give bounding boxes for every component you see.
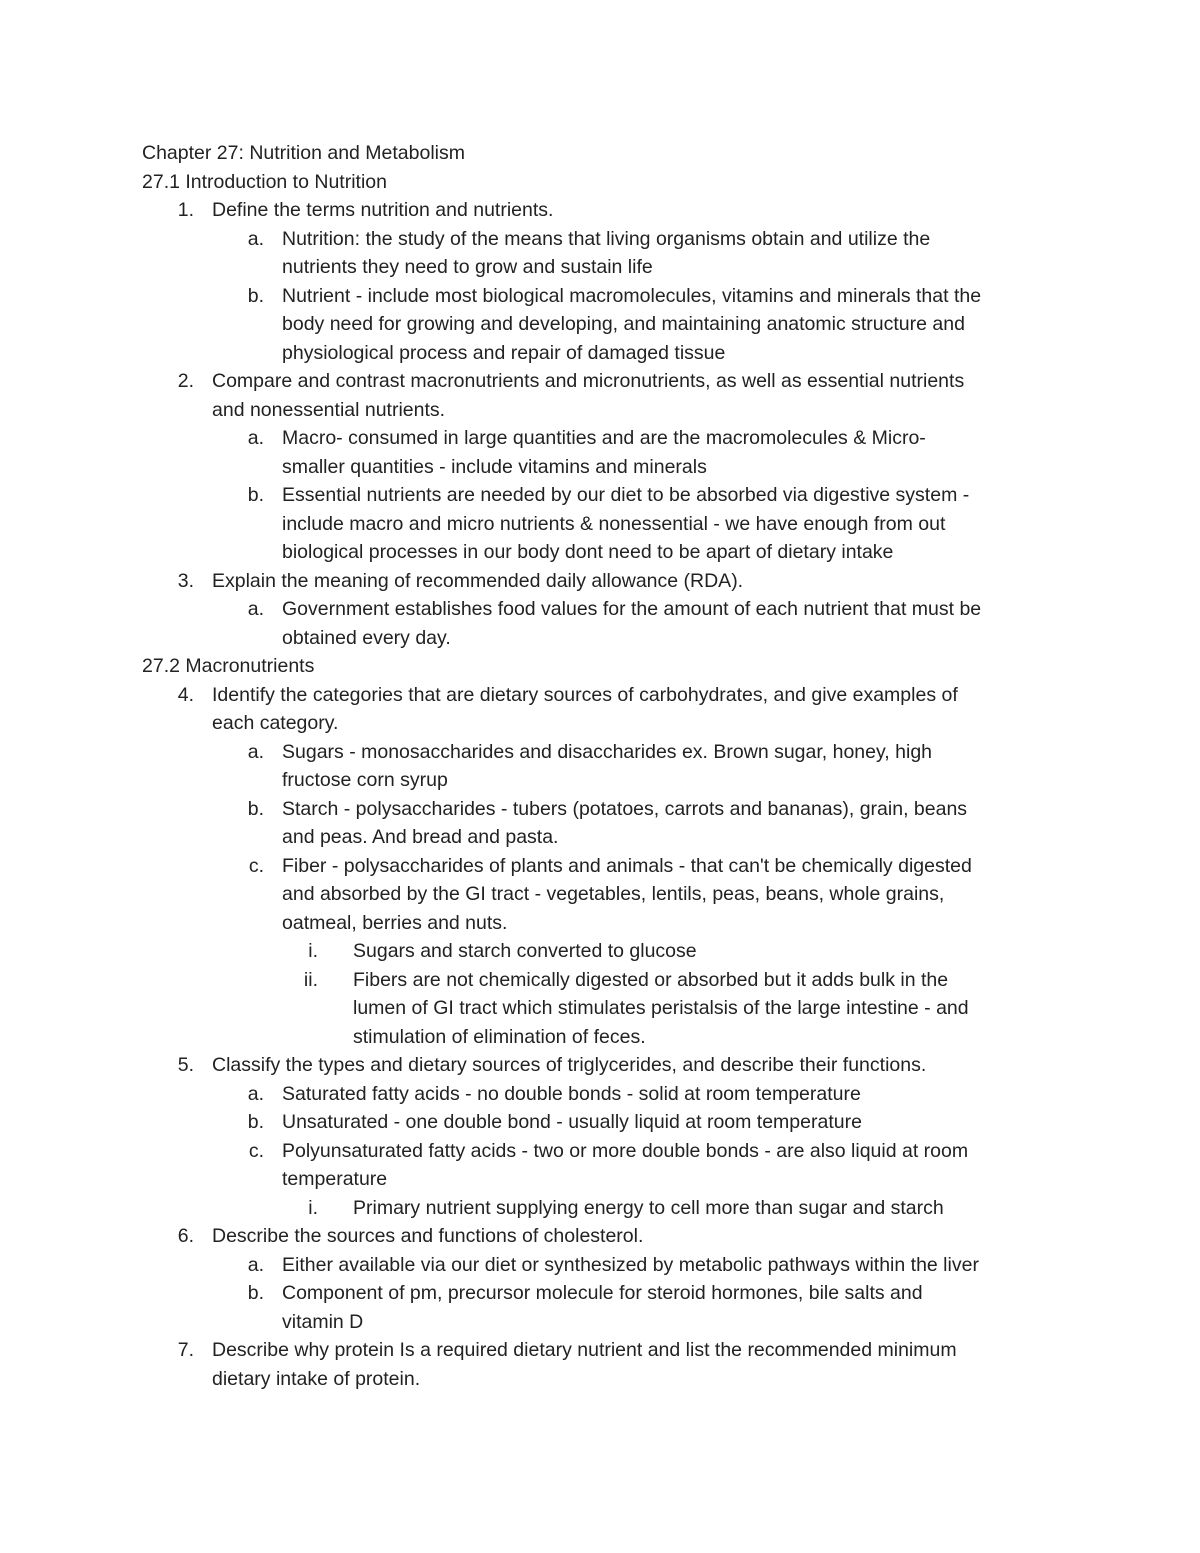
subitem-line: Either available via our diet or synthesized by metabolic pathways within the liver	[282, 1253, 979, 1276]
subitem-text	[142, 538, 1072, 567]
subitem-marker: b.	[247, 484, 264, 506]
subitem-text	[142, 1108, 1072, 1137]
subitem-text	[142, 481, 1072, 510]
item-text	[142, 1336, 1072, 1365]
subitem-marker: a.	[247, 598, 264, 620]
section-heading: 27.2 Macronutrients	[142, 655, 315, 677]
subitem-line: temperature	[282, 1168, 388, 1190]
subitem-text	[142, 424, 1072, 453]
subitem-line: fructose corn syrup	[282, 769, 448, 791]
subitem-text	[142, 253, 1072, 282]
subitem-line: Macro- consumed in large quantities and are the macromolecules & Micro-	[282, 427, 926, 449]
section-heading: 27.1 Introduction to Nutrition	[142, 170, 387, 193]
item-text	[142, 1051, 1072, 1080]
subsubitem-marker: i.	[308, 1196, 318, 1219]
item-line: dietary intake of protein.	[212, 1367, 421, 1390]
subitem-text	[142, 1251, 1072, 1280]
subitem-text	[142, 1137, 1072, 1166]
subsubitem-text	[142, 937, 1072, 966]
subsubitem-line: Sugars and starch converted to glucose	[353, 940, 697, 962]
subsubitem-line: Primary nutrient supplying energy to cell more than sugar and starch	[353, 1196, 944, 1219]
document-title: Chapter 27: Nutrition and Metabolism	[142, 142, 465, 164]
subitem-text	[142, 738, 1072, 767]
subitem-line: Fiber - polysaccharides of plants and animals - that can't be chemically digested	[282, 854, 972, 877]
document-body	[142, 139, 1072, 1393]
subitem-marker: b.	[247, 1111, 264, 1133]
subitem-text	[142, 852, 1072, 881]
subitem-text	[142, 1308, 1072, 1337]
subitem-line: Sugars - monosaccharides and disaccharides ex. Brown sugar, honey, high	[282, 740, 933, 763]
subitem-line: Essential nutrients are needed by our diet to be absorbed via digestive system -	[282, 484, 970, 506]
subsubitem-text	[142, 1023, 1072, 1052]
subsubitem-line: Fibers are not chemically digested or absorbed but it adds bulk in the	[353, 968, 949, 991]
subitem-text	[142, 1080, 1072, 1109]
subitem-marker: a.	[247, 227, 264, 250]
subitem-line: and peas. And bread and pasta.	[282, 826, 559, 848]
subitem-line: nutrients they need to grow and sustain life	[282, 256, 653, 278]
item-line: Identify the categories that are dietary sources of carbohydrates, and give examples of	[212, 683, 958, 706]
item-text	[142, 1365, 1072, 1394]
item-marker: 4.	[177, 683, 194, 706]
subitem-marker: b.	[247, 797, 264, 820]
item-text	[142, 396, 1072, 425]
subitem-line: vitamin D	[282, 1310, 364, 1333]
subitem-line: obtained every day.	[282, 626, 451, 649]
subitem-line: Unsaturated - one double bond - usually liquid at room temperature	[282, 1111, 862, 1133]
subitem-text	[142, 795, 1072, 824]
subitem-marker: c.	[248, 854, 264, 877]
subitem-text	[142, 624, 1072, 653]
item-marker: 5.	[177, 1054, 194, 1076]
item-marker: 2.	[177, 370, 194, 392]
subitem-line: include macro and micro nutrients & nonessential - we have enough from out	[282, 512, 946, 535]
subsubitem-text	[142, 994, 1072, 1023]
subitem-marker: a.	[247, 1253, 264, 1276]
item-line: each category.	[212, 712, 339, 734]
subitem-text	[142, 909, 1072, 938]
subitem-line: smaller quantities - include vitamins and minerals	[282, 455, 707, 478]
item-text	[142, 196, 1072, 225]
item-line: and nonessential nutrients.	[212, 398, 446, 421]
subitem-text	[142, 453, 1072, 482]
item-line: Describe the sources and functions of cholesterol.	[212, 1225, 644, 1247]
item-text	[142, 367, 1072, 396]
subitem-text	[142, 880, 1072, 909]
subitem-line: Saturated fatty acids - no double bonds - solid at room temperature	[282, 1082, 861, 1105]
subitem-text	[142, 339, 1072, 368]
subitem-marker: b.	[247, 284, 264, 307]
subitem-line: Polyunsaturated fatty acids - two or more double bonds - are also liquid at room	[282, 1139, 969, 1162]
item-text	[142, 1222, 1072, 1251]
item-text	[142, 681, 1072, 710]
subitem-line: Nutrient - include most biological macromolecules, vitamins and minerals that the	[282, 284, 982, 307]
subitem-text	[142, 766, 1072, 795]
subitem-line: body need for growing and developing, and maintaining anatomic structure and	[282, 313, 965, 335]
subitem-text	[142, 595, 1072, 624]
item-line: Describe why protein Is a required dietary nutrient and list the recommended minimum	[212, 1339, 957, 1361]
subitem-marker: b.	[247, 1282, 264, 1304]
subitem-line: physiological process and repair of damaged tissue	[282, 341, 726, 364]
subitem-text	[142, 1165, 1072, 1194]
subitem-marker: a.	[247, 740, 264, 763]
subitem-marker: c.	[248, 1139, 264, 1162]
subitem-text	[142, 282, 1072, 311]
item-line: Explain the meaning of recommended daily allowance (RDA).	[212, 569, 744, 592]
subitem-line: Starch - polysaccharides - tubers (potatoes, carrots and bananas), grain, beans	[282, 797, 968, 820]
item-marker: 7.	[177, 1339, 194, 1361]
subsubitem-line: stimulation of elimination of feces.	[353, 1025, 646, 1048]
subitem-marker: a.	[247, 1082, 264, 1105]
subitem-text	[142, 823, 1072, 852]
subsubitem-marker: i.	[308, 940, 318, 962]
item-marker: 3.	[177, 569, 194, 592]
item-marker: 6.	[177, 1225, 194, 1247]
subsubitem-text	[142, 1194, 1072, 1223]
subitem-text	[142, 225, 1072, 254]
item-text	[142, 567, 1072, 596]
subitem-marker: a.	[247, 427, 264, 449]
subitem-line: Government establishes food values for the amount of each nutrient that must be	[282, 598, 982, 620]
subsubitem-marker: ii.	[303, 968, 318, 991]
item-line: Define the terms nutrition and nutrients.	[212, 199, 554, 221]
subitem-line: biological processes in our body dont need to be apart of dietary intake	[282, 541, 894, 563]
subitem-text	[142, 510, 1072, 539]
item-line: Classify the types and dietary sources of triglycerides, and describe their functions.	[212, 1054, 927, 1076]
item-marker: 1.	[177, 199, 194, 221]
subitem-text	[142, 310, 1072, 339]
subitem-text	[142, 1279, 1072, 1308]
subitem-line: and absorbed by the GI tract - vegetables, lentils, peas, beans, whole grains,	[282, 883, 945, 905]
subitem-line: Component of pm, precursor molecule for steroid hormones, bile salts and	[282, 1282, 923, 1304]
item-text	[142, 709, 1072, 738]
subitem-line: oatmeal, berries and nuts.	[282, 911, 508, 934]
subsubitem-line: lumen of GI tract which stimulates peristalsis of the large intestine - and	[353, 997, 969, 1019]
subitem-line: Nutrition: the study of the means that living organisms obtain and utilize the	[282, 227, 931, 250]
item-line: Compare and contrast macronutrients and micronutrients, as well as essential nutrients	[212, 370, 965, 392]
subsubitem-text	[142, 966, 1072, 995]
